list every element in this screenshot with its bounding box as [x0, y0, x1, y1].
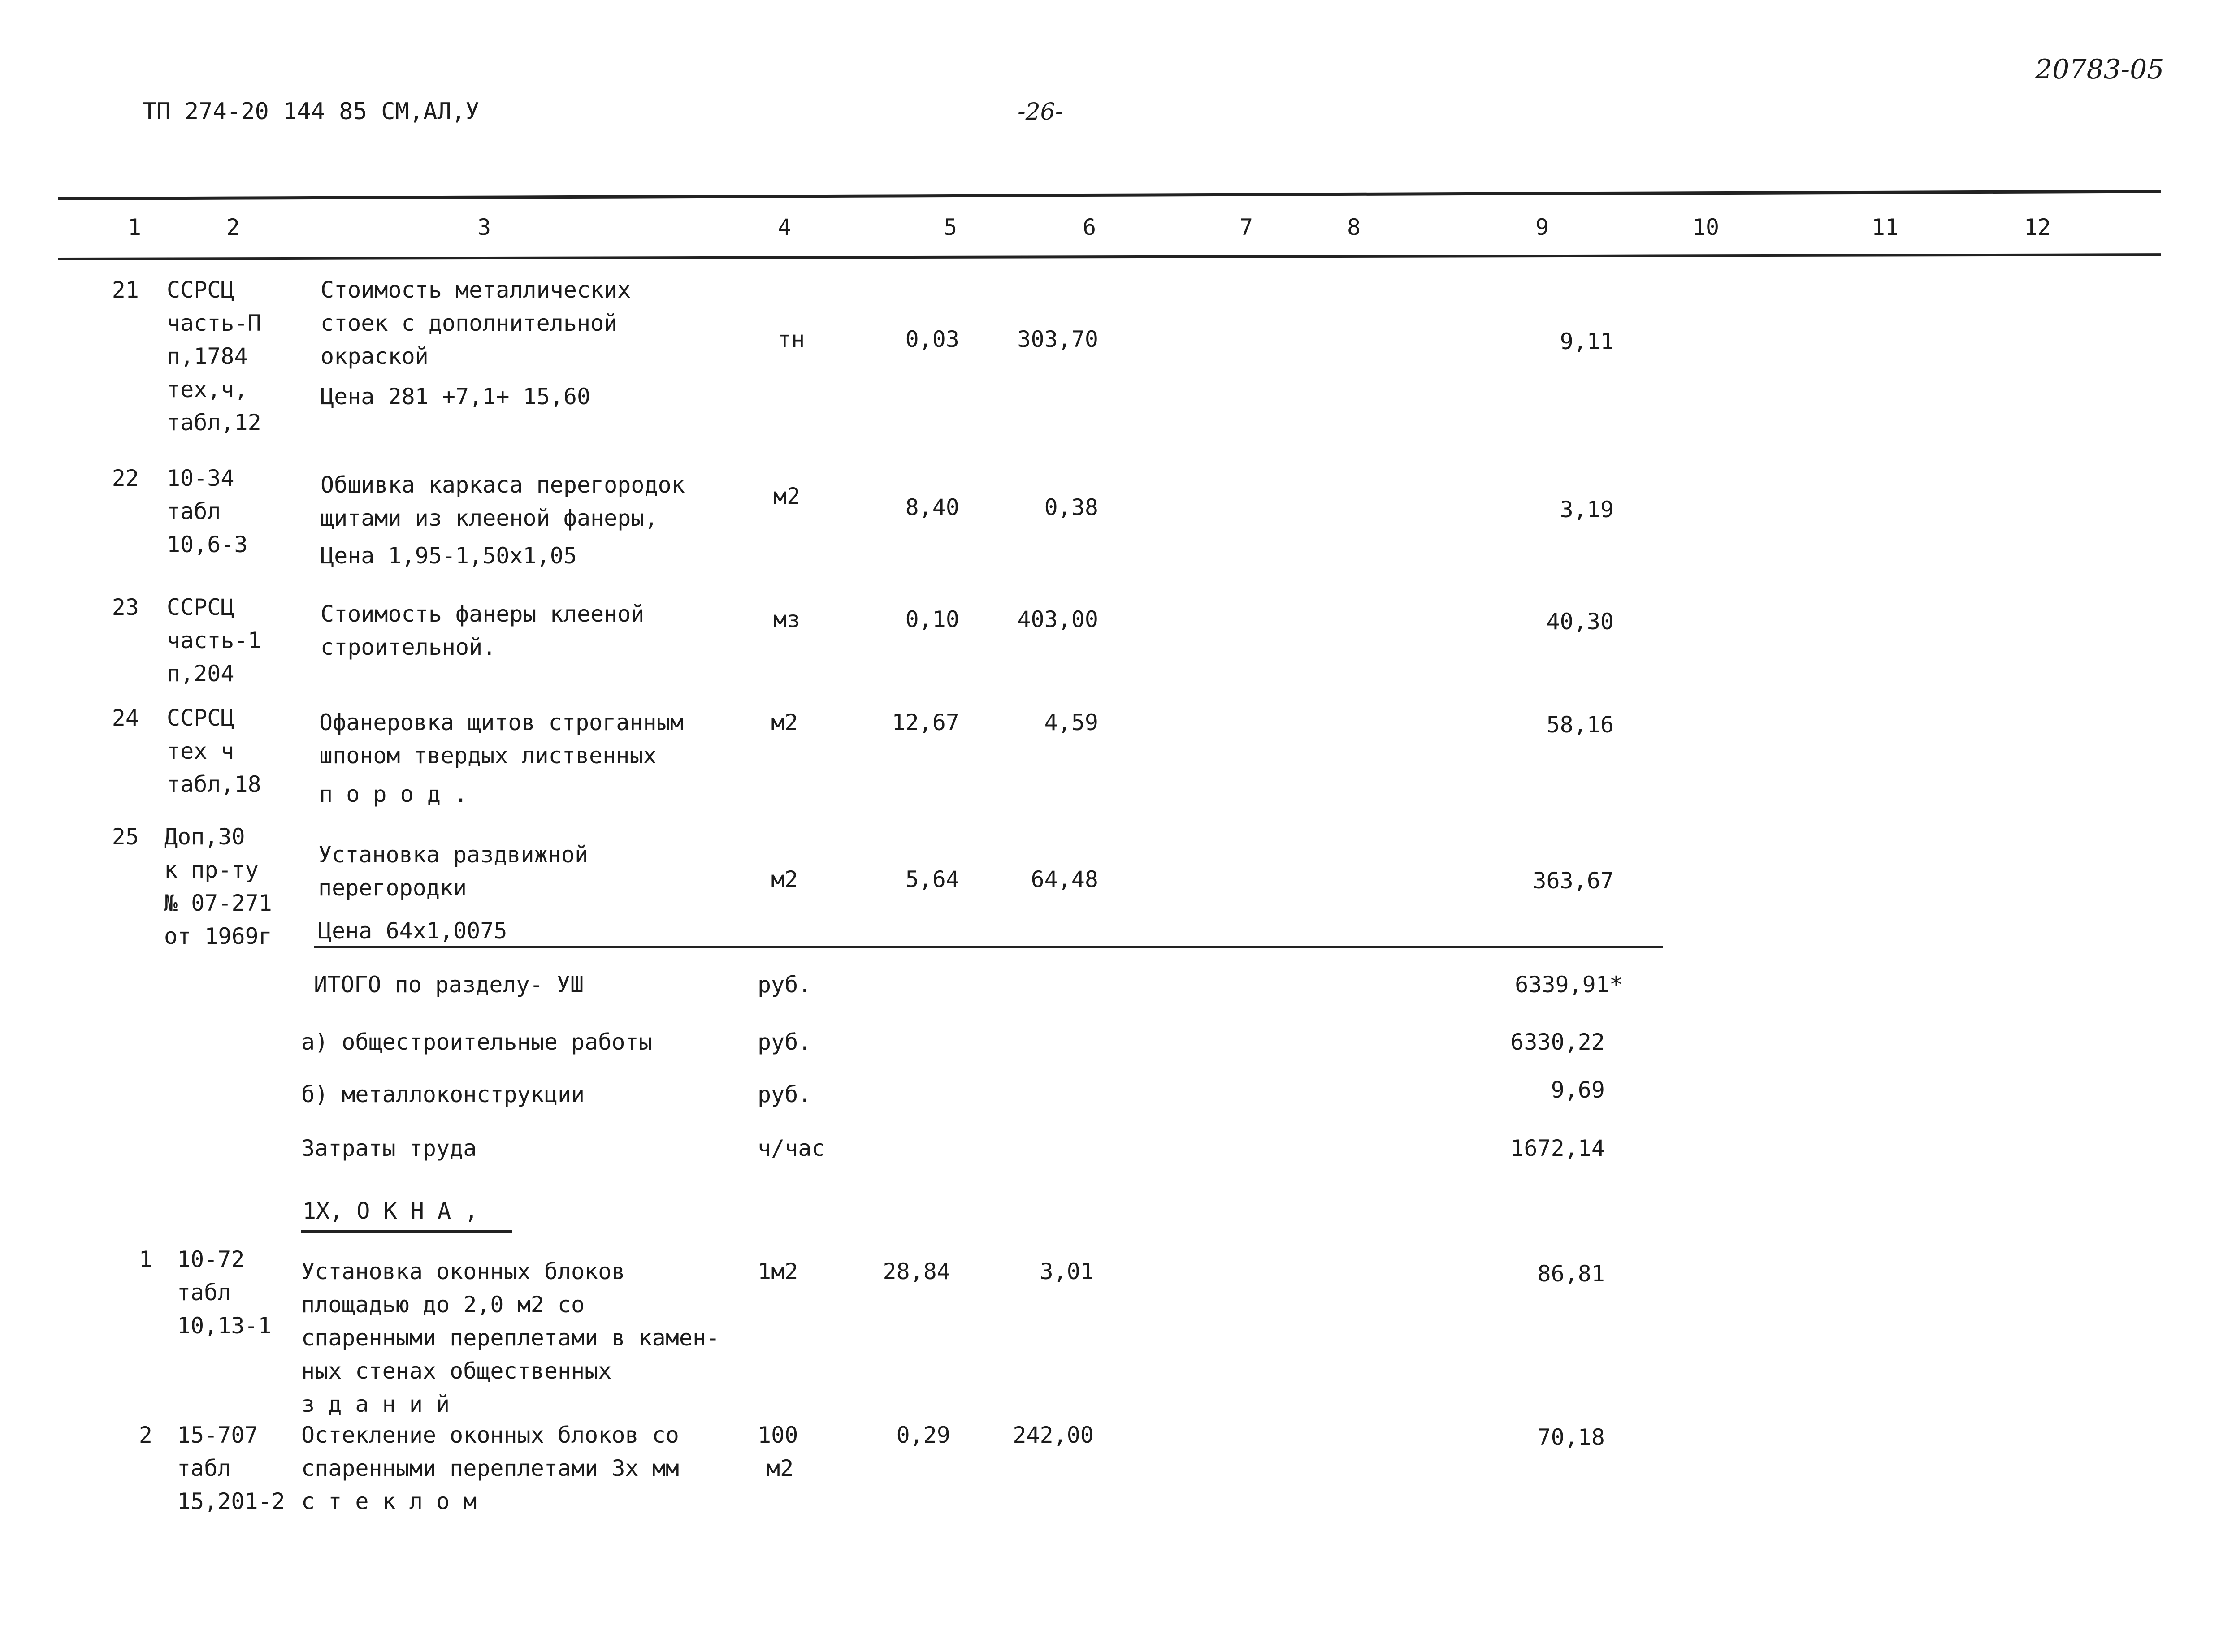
row-desc-line: Обшивка каркаса перегородок	[321, 472, 685, 498]
section-title-underline	[301, 1230, 512, 1233]
row-code-line: п,1784	[167, 343, 248, 369]
col-header-7: 7	[1239, 214, 1253, 240]
row-quantity: 0,10	[905, 606, 959, 632]
row-unit-price: 303,70	[1017, 326, 1098, 352]
summary-total: 9,69	[1551, 1077, 1605, 1103]
row-desc-line: Цена 281 +7,1+ 15,60	[321, 384, 591, 410]
row-unit: м2	[771, 866, 798, 892]
row-desc-line: Стоимость металлических	[321, 277, 631, 303]
row-unit-price: 3,01	[1040, 1258, 1094, 1284]
archive-number: 20783-05	[2035, 54, 2164, 85]
row-unit-price: 0,38	[1044, 494, 1098, 520]
row-unit-price: 4,59	[1044, 709, 1098, 735]
summary-label: б) металлоконструкции	[301, 1081, 585, 1107]
page-number: -26-	[1018, 99, 1063, 125]
row-code-line: табл	[177, 1280, 231, 1306]
row-code-line: от 1969г	[164, 923, 272, 949]
row-unit: м2	[767, 1455, 794, 1481]
header-top-rule	[58, 190, 2161, 200]
row-desc-line: спаренными переплетами в камен-	[301, 1325, 720, 1351]
row-desc-line: п о р о д .	[319, 781, 468, 807]
row-code-line: ССРСЦ	[167, 705, 234, 731]
row-code-line: тех ч	[167, 738, 234, 764]
row-desc-line: стоек с дополнительной	[321, 310, 618, 336]
row-unit: 100	[758, 1422, 798, 1448]
row-number: 23	[112, 594, 139, 620]
row-total: 9,11	[1560, 329, 1614, 355]
row-total: 363,67	[1533, 868, 1614, 894]
row-quantity: 8,40	[905, 494, 959, 520]
subtotal-rule	[314, 946, 1663, 948]
row-code-line: часть-1	[167, 627, 261, 653]
col-header-4: 4	[777, 214, 792, 240]
row-code-line: Доп,30	[164, 824, 245, 850]
row-desc-line: Установка раздвижной	[318, 842, 589, 868]
row-desc-line: шпоном твердых лиственных	[319, 743, 657, 769]
row-total: 40,30	[1546, 609, 1614, 635]
col-header-3: 3	[477, 214, 491, 240]
summary-label: а) общестроительные работы	[301, 1029, 652, 1055]
row-number: 2	[139, 1422, 152, 1448]
summary-unit: руб.	[758, 972, 812, 998]
row-unit: 1м2	[758, 1258, 798, 1284]
row-code-line: 15,201-2	[177, 1488, 285, 1514]
row-code-line: к пр-ту	[164, 857, 259, 883]
row-number: 25	[112, 824, 139, 850]
row-desc-line: щитами из клееной фанеры,	[321, 505, 658, 531]
row-code-line: 10,13-1	[177, 1313, 272, 1339]
row-code-line: 10-34	[167, 465, 234, 491]
col-header-1: 1	[127, 214, 142, 240]
row-desc-line: площадью до 2,0 м2 со	[301, 1292, 585, 1318]
row-code-line: 10,6-3	[167, 532, 248, 558]
row-number: 22	[112, 465, 139, 491]
row-quantity: 28,84	[883, 1258, 950, 1284]
row-desc-line: строительной.	[321, 634, 496, 660]
row-unit: тн	[778, 326, 805, 352]
row-code-line: ССРСЦ	[167, 594, 234, 620]
summary-label: ИТОГО по разделу- УШ	[314, 972, 584, 998]
row-desc-line: спаренными переплетами 3х мм	[301, 1455, 679, 1481]
row-desc-line: перегородки	[318, 875, 467, 901]
row-quantity: 0,29	[896, 1422, 950, 1448]
row-code-line: табл,18	[167, 771, 261, 797]
row-total: 3,19	[1560, 497, 1614, 523]
row-code-line: тех,ч,	[167, 376, 248, 402]
section-title: 1Х, О К Н А ,	[303, 1198, 478, 1224]
row-total: 70,18	[1537, 1424, 1605, 1450]
summary-total: 1672,14	[1510, 1135, 1605, 1161]
row-quantity: 12,67	[892, 709, 959, 735]
col-header-8: 8	[1347, 214, 1361, 240]
summary-unit: ч/час	[758, 1135, 825, 1161]
row-unit-price: 64,48	[1031, 866, 1098, 892]
col-header-5: 5	[943, 214, 958, 240]
row-code-line: 15-707	[177, 1422, 258, 1448]
col-header-11: 11	[1871, 214, 1899, 240]
row-code-line: № 07-271	[164, 890, 272, 916]
summary-unit: руб.	[758, 1029, 812, 1055]
row-unit-price: 242,00	[1013, 1422, 1094, 1448]
row-unit: м2	[773, 483, 801, 509]
summary-unit: руб.	[758, 1081, 812, 1107]
col-header-12: 12	[2024, 214, 2051, 240]
row-code-line: 10-72	[177, 1246, 245, 1272]
row-desc-line: Цена 1,95-1,50х1,05	[321, 543, 577, 569]
row-code-line: табл	[177, 1455, 231, 1481]
row-total: 58,16	[1546, 712, 1614, 738]
summary-total: 6339,91*	[1515, 972, 1623, 998]
col-header-10: 10	[1692, 214, 1720, 240]
row-desc-line: Остекление оконных блоков со	[301, 1422, 679, 1448]
row-desc-line: окраской	[321, 343, 429, 369]
row-code-line: табл,12	[167, 410, 261, 436]
header-bottom-rule	[58, 253, 2161, 260]
col-header-9: 9	[1535, 214, 1549, 240]
row-total: 86,81	[1537, 1261, 1605, 1287]
col-header-2: 2	[226, 214, 240, 240]
row-quantity: 5,64	[905, 866, 959, 892]
row-code-line: п,204	[167, 661, 234, 687]
doc-code: ТП 274-20 144 85 СМ,АЛ,У	[143, 98, 480, 125]
row-quantity: 0,03	[905, 326, 959, 352]
row-desc-line: Цена 64х1,0075	[318, 918, 507, 944]
row-unit: мз	[773, 606, 801, 632]
row-number: 24	[112, 705, 139, 731]
row-desc-line: ных стенах общественных	[301, 1358, 612, 1384]
row-code-line: ССРСЦ	[167, 277, 234, 303]
row-code-line: табл	[167, 498, 221, 524]
row-unit: м2	[771, 709, 798, 735]
row-desc-line: Установка оконных блоков	[301, 1258, 625, 1284]
row-desc-line: з д а н и й	[301, 1391, 450, 1417]
row-number: 21	[112, 277, 139, 303]
row-number: 1	[139, 1246, 152, 1272]
row-code-line: часть-П	[167, 310, 261, 336]
row-desc-line: с т е к л о м	[301, 1488, 477, 1514]
row-desc-line: Стоимость фанеры клееной	[321, 601, 645, 627]
summary-total: 6330,22	[1510, 1029, 1605, 1055]
summary-label: Затраты труда	[301, 1135, 477, 1161]
col-header-6: 6	[1082, 214, 1096, 240]
row-unit-price: 403,00	[1017, 606, 1098, 632]
row-desc-line: Офанеровка щитов строганным	[319, 709, 684, 735]
